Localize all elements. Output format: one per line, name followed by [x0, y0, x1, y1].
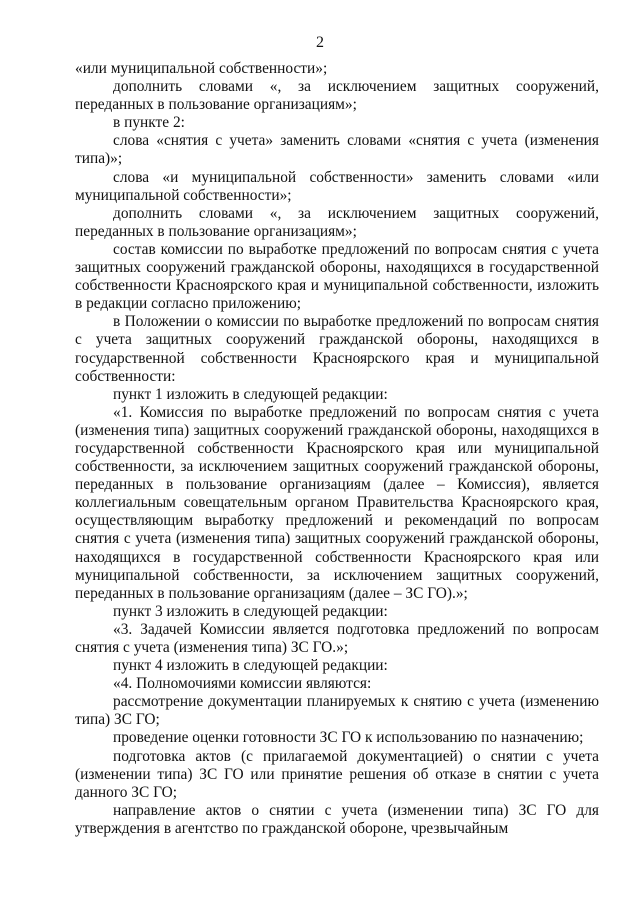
paragraph: пункт 1 изложить в следующей редакции: — [113, 385, 388, 403]
paragraph: «4. Полномочиями комиссии являются: — [113, 675, 372, 693]
paragraph: дополнить словами «, за исключением защитных сооружений, переданных в пользование организациям»; — [75, 78, 599, 114]
paragraph: состав комиссии по выработке предложений по вопросам снятия с учета защитных сооружений гражданской обороны, находящихся в государственной собственности Красноярского края и муниципальной собственности, изложить в редакции согласно приложению; — [75, 240, 599, 313]
paragraph: «или муниципальной собственности»; — [75, 60, 328, 77]
paragraph: пункт 3 изложить в следующей редакции: — [113, 602, 388, 620]
paragraph: дополнить словами «, за исключением защитных сооружений, переданных в пользование организациям»; — [75, 204, 599, 240]
paragraph: слова «и муниципальной собственности» заменить словами «или муниципальной собственности»; — [75, 168, 599, 204]
paragraph: в Положении о комиссии по выработке предложений по вопросам снятия с учета защитных сооружений гражданской обороны, находящихся в государственной собственности Красноярского края и муниципальной собственности: — [75, 313, 599, 385]
paragraph: «1. Комиссия по выработке предложений по вопросам снятия с учета (изменения типа) защитных сооружений гражданской обороны, находящихся в государственной собственности Красноярского края или муниципальной собственности, за исключением защитных сооружений гражданской обороны, переданных в пользование организациям (далее – Комиссия), является коллегиальным совещательным органом Правительства Красноярского края, осуществляющим выработку предложений и рекомендаций по вопросам снятия с учета (изменения типа) защитных сооружений гражданской обороны, находящихся в государственной собственности Красноярского края или муниципальной собственности, за исключением защитных сооружений, переданных в пользование организациям (далее – ЗС ГО).»; — [75, 403, 599, 602]
page-number: 2 — [316, 34, 324, 51]
paragraph: направление актов о снятии с учета (изменении типа) ЗС ГО для утверждения в агентство по гражданской обороне, чрезвычайным — [75, 801, 599, 837]
document-body — [75, 60, 599, 838]
paragraph: слова «снятия с учета» заменить словами «снятия с учета (изменения типа)»; — [75, 132, 599, 168]
paragraph: в пункте 2: — [113, 114, 185, 132]
paragraph: подготовка актов (с прилагаемой документацией) о снятии с учета (изменении типа) ЗС ГО или принятие решения об отказе в снятии с учета данного ЗС ГО; — [75, 747, 599, 801]
paragraph: проведение оценки готовности ЗС ГО к использованию по назначению; — [113, 729, 584, 747]
paragraph: пункт 4 изложить в следующей редакции: — [113, 657, 388, 675]
paragraph: «3. Задачей Комиссии является подготовка предложений по вопросам снятия с учета (изменения типа) ЗС ГО.»; — [75, 620, 599, 656]
paragraph: рассмотрение документации планируемых к снятию с учета (изменению типа) ЗС ГО; — [75, 693, 599, 729]
